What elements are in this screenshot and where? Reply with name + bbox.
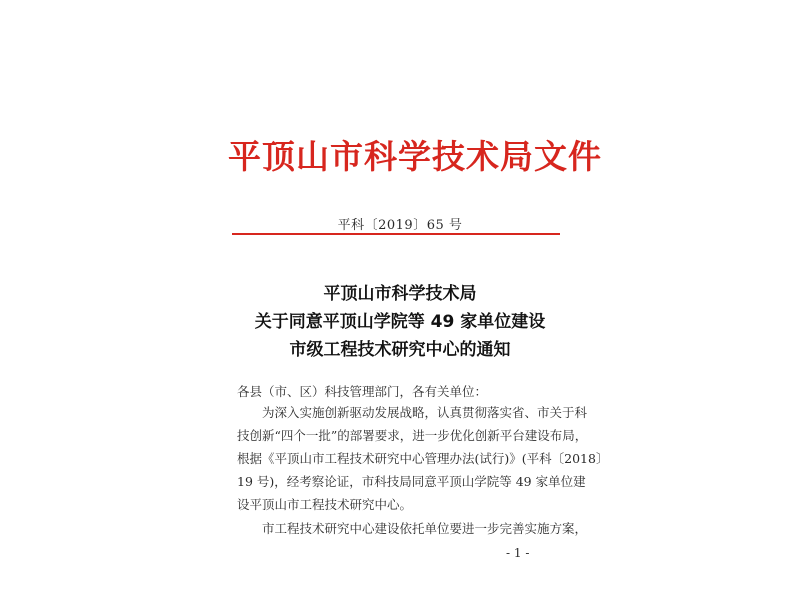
title-line-2: 关于同意平顶山学院等 49 家单位建设 [254,312,546,332]
body-line-5: 设平顶山市工程技术研究中心。 [237,497,413,512]
red-separator-line [232,233,560,235]
notice-title [240,280,560,364]
body-line-3: 根据《平顶山市工程技术研究中心管理办法(试行)》(平科〔2018〕 [237,451,609,466]
body-line-6: 市工程技术研究中心建设依托单位要进一步完善实施方案， [262,521,588,536]
page-number: - 1 - [506,546,530,560]
title-line-3: 市级工程技术研究中心的通知 [289,340,511,360]
body-line-4: 19 号)，经考察论证，市科技局同意平顶山学院等 49 家单位建 [237,474,586,489]
body-line-2: 技创新“四个一批”的部署要求，进一步优化创新平台建设布局， [237,428,588,443]
issuer-header: 平顶山市科学技术局文件 [228,137,602,176]
title-line-1: 平顶山市科学技术局 [323,284,477,304]
body-line-1: 为深入实施创新驱动发展战略，认真贯彻落实省、市关于科 [262,405,588,420]
document-number: 平科〔2019〕65 号 [337,218,463,233]
salutation: 各县（市、区）科技管理部门，各有关单位： [237,384,488,399]
